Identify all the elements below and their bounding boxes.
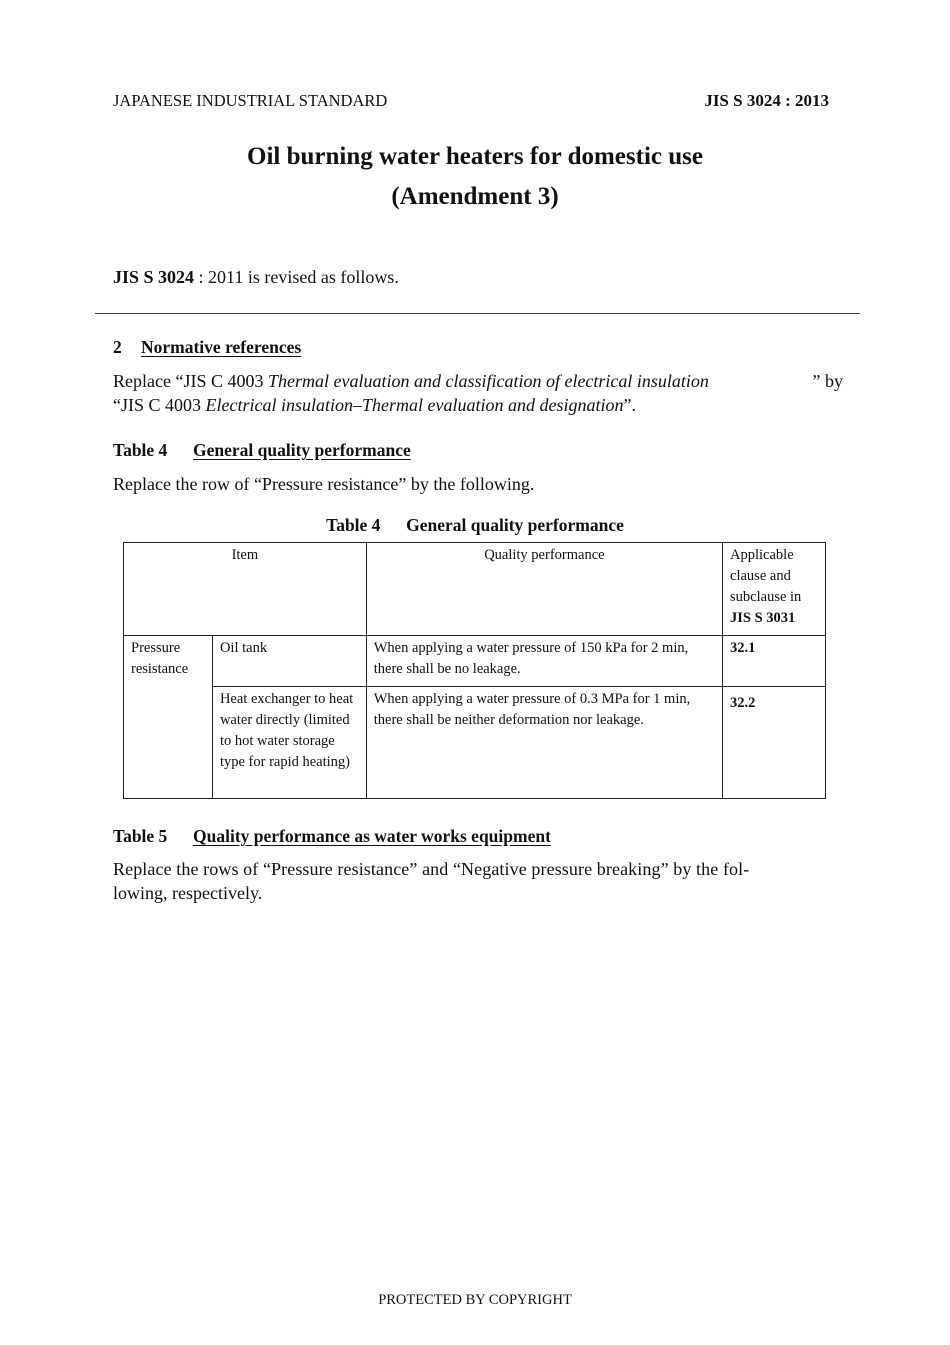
header-standard-label: JAPANESE INDUSTRIAL STANDARD: [113, 91, 388, 110]
group-pressure-resistance: Pressure resistance: [124, 636, 213, 799]
section-2-heading: [113, 337, 301, 358]
section-2-line-2: [113, 393, 843, 417]
intro-text: [113, 267, 399, 288]
caption-label: Table 4: [326, 515, 381, 535]
table-5-line-2: lowing, respectively.: [113, 883, 263, 903]
header-applicable: [723, 543, 826, 636]
row-sub-item: Oil tank: [212, 636, 366, 687]
intro-standard: JIS S 3024: [113, 267, 195, 287]
quality-table: [123, 542, 826, 799]
text-fragment: ” by: [812, 371, 843, 391]
table-row: [124, 636, 826, 687]
text-fragment: ”.: [623, 395, 636, 415]
row-clause: 32.1: [723, 636, 826, 687]
table-4-instruction: Replace the row of “Pressure resistance” by the following.: [113, 474, 535, 494]
table-5-heading: [113, 826, 551, 847]
row-sub-item: Heat exchanger to heat water directly (limited to hot water storage type for rapid heating): [212, 687, 366, 799]
table-4-label: Table 4: [113, 440, 168, 460]
table-5-title: Quality performance as water works equipment: [193, 826, 551, 846]
italic-title: Thermal evaluation and classification of electrical insulation: [267, 371, 709, 391]
text-fragment: Replace “JIS C 4003: [113, 371, 268, 391]
row-performance: When applying a water pressure of 150 kPa for 2 min, there shall be no leakage.: [366, 636, 722, 687]
intro-rest: : 2011 is revised as follows.: [194, 267, 399, 287]
table-5-paragraph: [113, 857, 838, 905]
table-row: [124, 687, 826, 799]
text-fragment: “JIS C 4003: [113, 395, 206, 415]
page-title: Oil burning water heaters for domestic use: [247, 143, 703, 170]
table-header-row: [124, 543, 826, 636]
header-item: Item: [124, 543, 367, 636]
header-applicable-std: JIS S 3031: [730, 610, 796, 626]
divider: [95, 313, 860, 314]
table-4-title: General quality performance: [193, 440, 411, 460]
table-5-line-1: Replace the rows of “Pressure resistance” and “Negative pressure breaking” by the fol-: [113, 859, 750, 879]
header-applicable-text: Applicable clause and subclause in: [730, 547, 802, 605]
section-2-title: Normative references: [141, 337, 302, 357]
section-2-number: 2: [113, 337, 122, 357]
caption-title: General quality performance: [406, 515, 624, 535]
section-2-paragraph: [113, 369, 843, 417]
table-4-caption: [0, 515, 950, 536]
header-standard-number: JIS S 3024 : 2013: [704, 91, 829, 110]
row-performance: When applying a water pressure of 0.3 MPa for 1 min, there shall be neither deformation nor leakage.: [366, 687, 722, 799]
table-4-heading: [113, 440, 411, 461]
italic-title: Electrical insulation–Thermal evaluation and designation: [205, 395, 624, 415]
copyright-footer: PROTECTED BY COPYRIGHT: [378, 1292, 572, 1308]
row-clause: 32.2: [723, 687, 826, 799]
page-subtitle: (Amendment 3): [391, 183, 559, 210]
table-5-label: Table 5: [113, 826, 168, 846]
header-quality: Quality performance: [366, 543, 722, 636]
section-2-line-1: [113, 369, 843, 393]
